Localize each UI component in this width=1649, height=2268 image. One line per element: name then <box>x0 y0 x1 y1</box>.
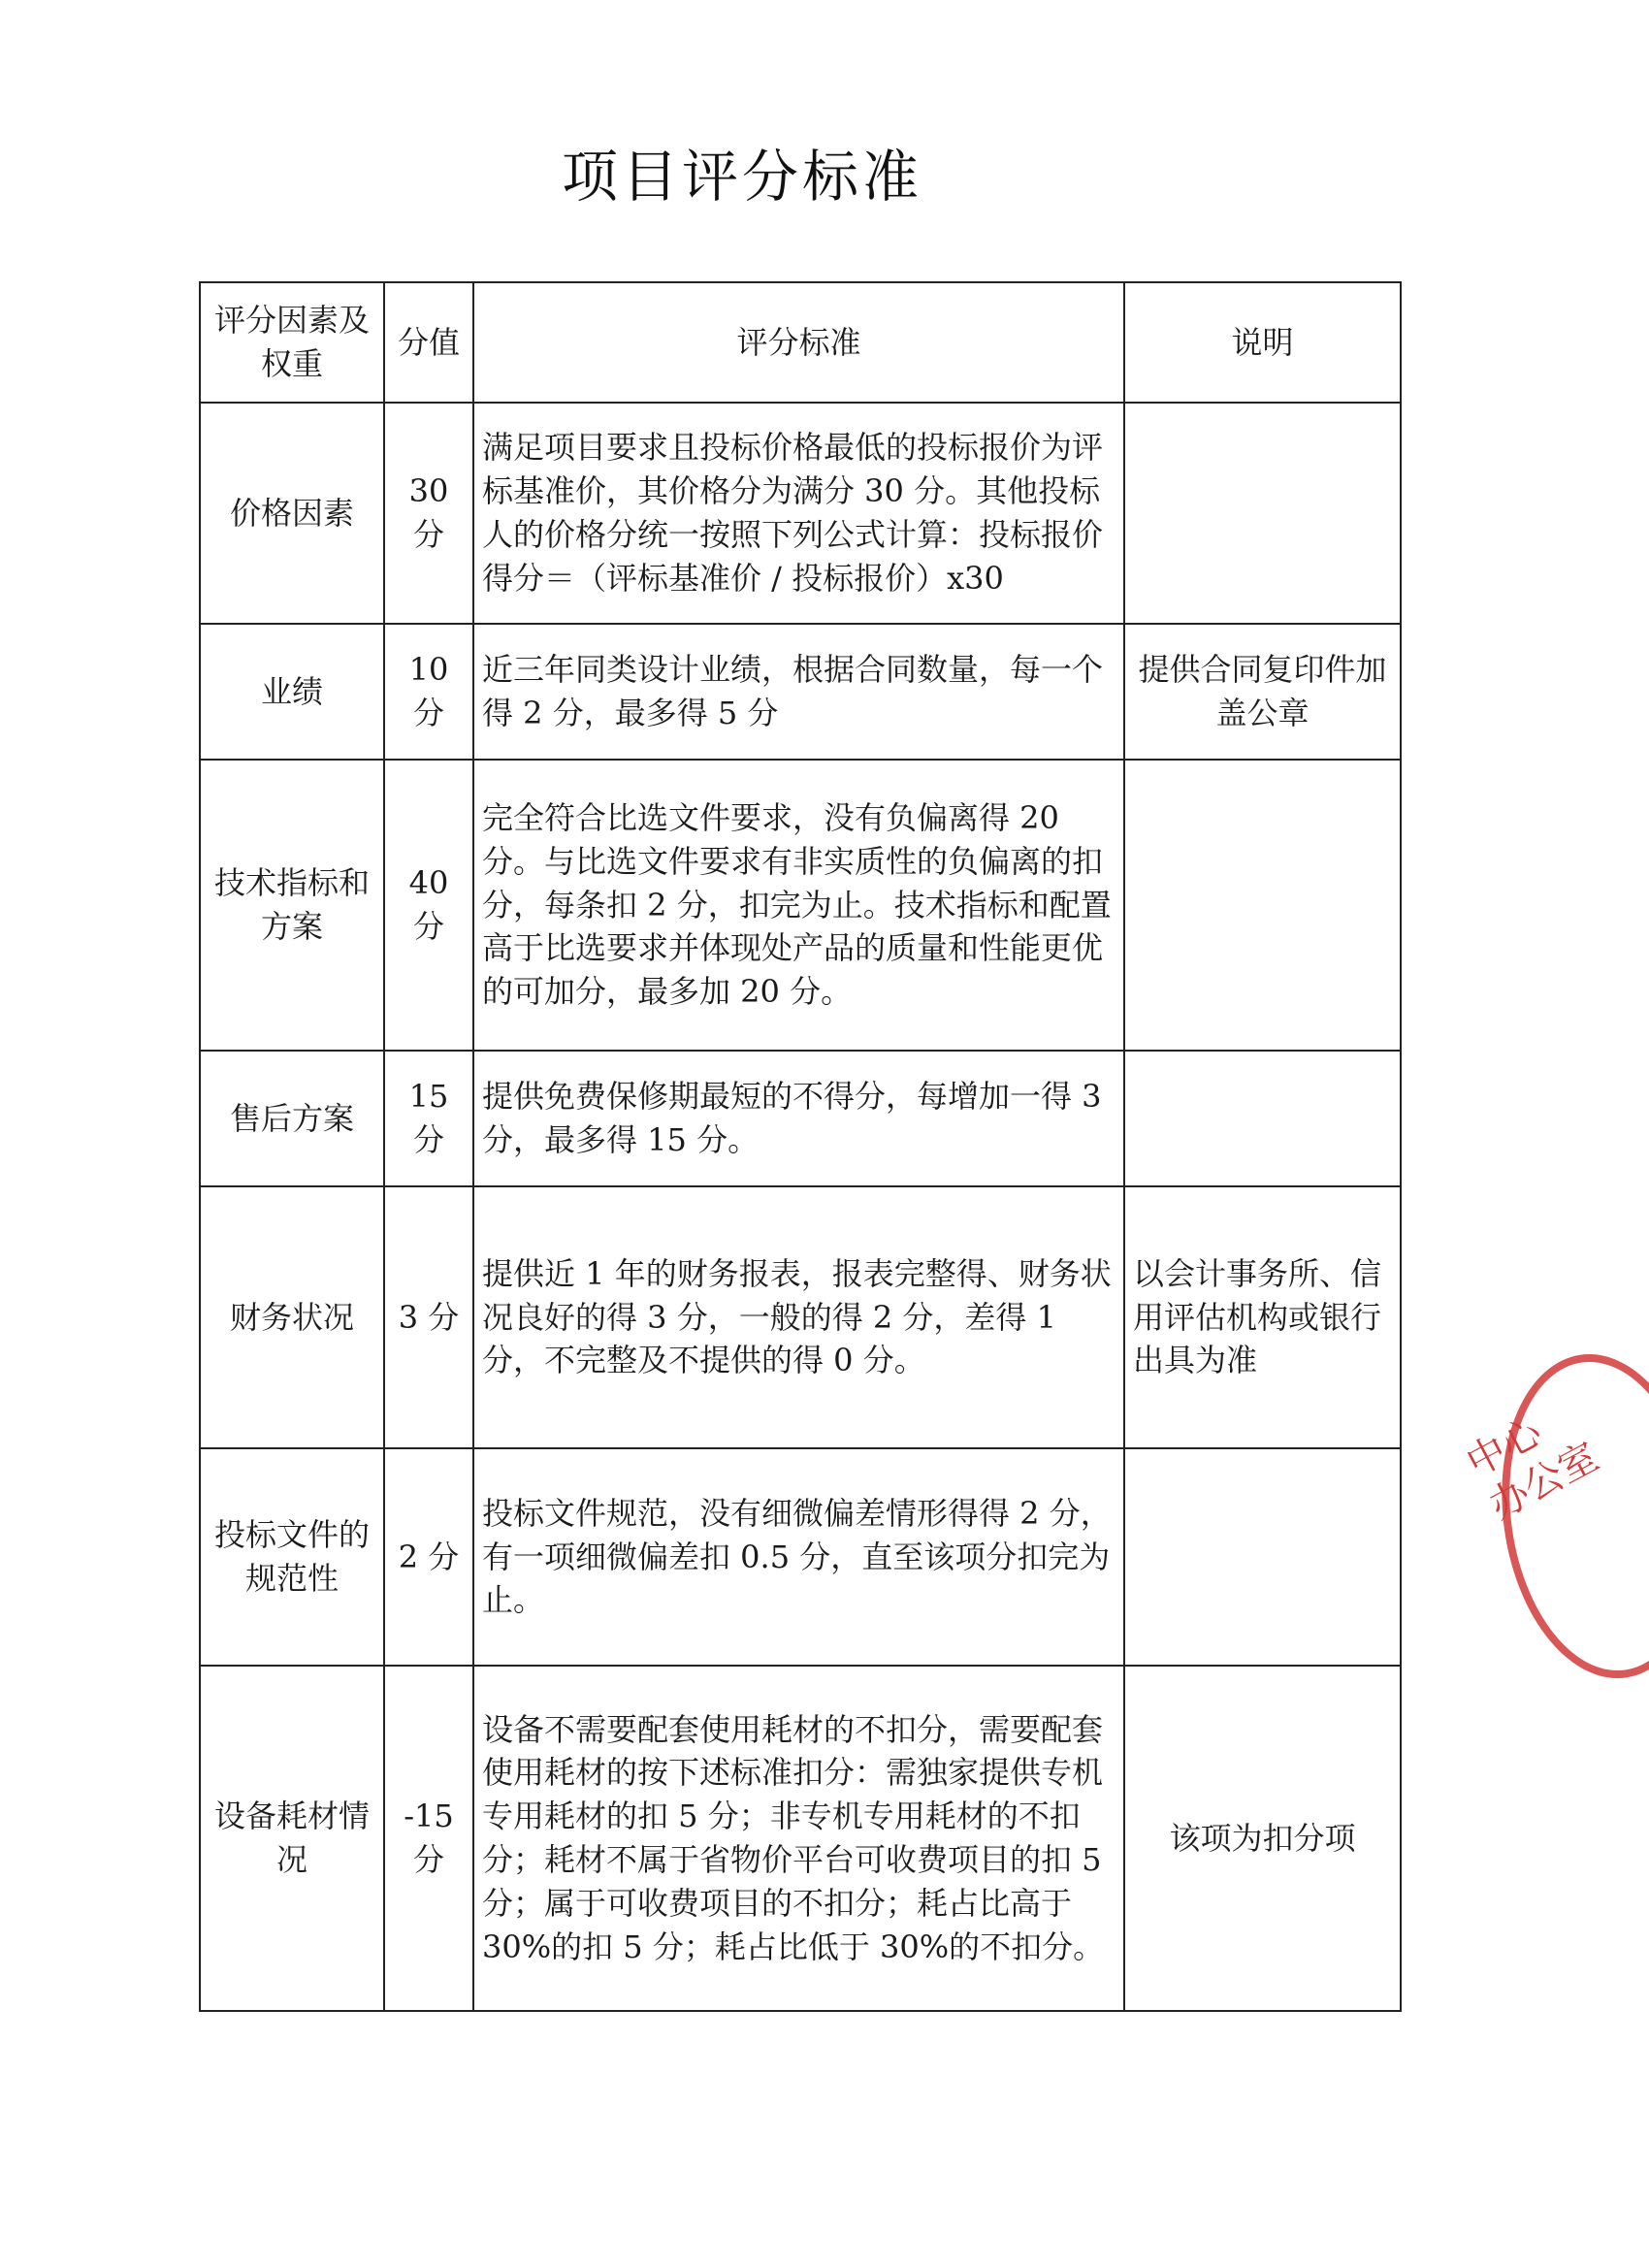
table-header-row <box>200 282 1401 403</box>
header-score: 分值 <box>384 282 473 403</box>
row-note <box>1124 1448 1401 1666</box>
row-note: 该项为扣分项 <box>1124 1666 1401 2011</box>
row-note <box>1124 403 1401 624</box>
seal-text: 中心 办公室 <box>1459 1409 1606 1529</box>
row-factor: 价格因素 <box>200 403 384 624</box>
row-score: -15 分 <box>384 1666 473 2011</box>
row-factor: 售后方案 <box>200 1051 384 1186</box>
row-factor: 财务状况 <box>200 1186 384 1448</box>
table-row <box>200 1051 1401 1186</box>
row-criteria: 满足项目要求且投标价格最低的投标报价为评标基准价，其价格分为满分 30 分。其他投标人的价格分统一按照下列公式计算：投标报价得分＝（评标基准价 / 投标报价）x30 <box>473 403 1124 624</box>
header-note: 说明 <box>1124 282 1401 403</box>
scoring-table <box>199 281 1402 2012</box>
page-title: 项目评分标准 <box>561 144 922 210</box>
row-criteria: 完全符合比选文件要求，没有负偏离得 20 分。与比选文件要求有非实质性的负偏离的扣分，每条扣 2 分，扣完为止。技术指标和配置高于比选要求并体现处产品的质量和性能更优的可加分，最多加 20 分。 <box>473 760 1124 1051</box>
row-factor: 业绩 <box>200 624 384 760</box>
table-row <box>200 403 1401 624</box>
table-row <box>200 624 1401 760</box>
row-score: 15 分 <box>384 1051 473 1186</box>
row-criteria: 设备不需要配套使用耗材的不扣分，需要配套使用耗材的按下述标准扣分：需独家提供专机专用耗材的扣 5 分；非专机专用耗材的不扣分；耗材不属于省物价平台可收费项目的扣 5 分；属于可收费项目的不扣分；耗占比高于 30%的扣 5 分；耗占比低于 30%的不扣分。 <box>473 1666 1124 2011</box>
row-note: 以会计事务所、信用评估机构或银行出具为准 <box>1124 1186 1401 1448</box>
row-criteria: 投标文件规范，没有细微偏差情形得得 2 分，有一项细微偏差扣 0.5 分，直至该项分扣完为止。 <box>473 1448 1124 1666</box>
row-factor: 投标文件的规范性 <box>200 1448 384 1666</box>
row-note: 提供合同复印件加盖公章 <box>1124 624 1401 760</box>
table-row <box>200 1186 1401 1448</box>
table-row <box>200 1666 1401 2011</box>
row-score: 2 分 <box>384 1448 473 1666</box>
row-score: 40 分 <box>384 760 473 1051</box>
row-note <box>1124 760 1401 1051</box>
row-factor: 设备耗材情况 <box>200 1666 384 2011</box>
row-criteria: 提供免费保修期最短的不得分，每增加一得 3 分，最多得 15 分。 <box>473 1051 1124 1186</box>
table-row <box>200 1448 1401 1666</box>
row-criteria: 提供近 1 年的财务报表，报表完整得、财务状况良好的得 3 分，一般的得 2 分，差得 1 分，不完整及不提供的得 0 分。 <box>473 1186 1124 1448</box>
header-criteria: 评分标准 <box>473 282 1124 403</box>
row-score: 30 分 <box>384 403 473 624</box>
row-factor: 技术指标和方案 <box>200 760 384 1051</box>
table-row <box>200 760 1401 1051</box>
row-note <box>1124 1051 1401 1186</box>
row-criteria: 近三年同类设计业绩，根据合同数量，每一个得 2 分，最多得 5 分 <box>473 624 1124 760</box>
row-score: 10 分 <box>384 624 473 760</box>
row-score: 3 分 <box>384 1186 473 1448</box>
header-factor: 评分因素及权重 <box>200 282 384 403</box>
